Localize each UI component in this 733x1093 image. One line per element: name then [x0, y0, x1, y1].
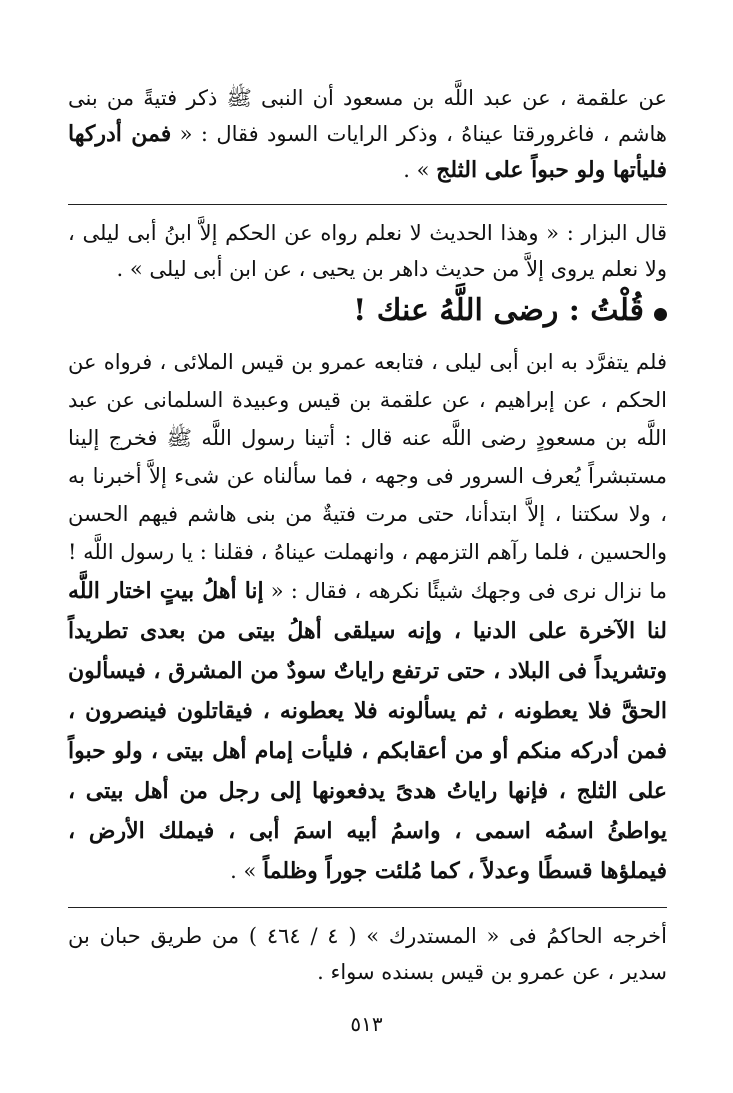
- bazzar-commentary: قال البزار : « وهذا الحديث لا نعلم رواه عن الحكم إلاَّ ابنُ أبى ليلى ، ولا نعلم يروى إلاَّ من حديث داهر بن يحيى ، عن ابن أبى ليلى » .: [68, 221, 667, 281]
- narration-paragraph: [68, 343, 667, 891]
- narration-closing: » .: [230, 859, 263, 883]
- hadith-quote: فمن أدركها فليأتها ولو حبواً على الثلج: [68, 121, 667, 183]
- section-heading: [68, 289, 667, 333]
- narration-intro-text: فلم يتفرَّد به ابن أبى ليلى ، فتابعه عمرو بن قيس الملائى ، فرواه عن الحكم ، عن إبراهيم ، عن علقمة بن قيس وعبيدة السلمانى عن عبد اللَّه بن مسعودٍ رضى اللَّه عنه قال : أتينا رسول اللَّه ﷺ فخرج إلينا مستبشراً يُعرف السرور فى وجهه ، فما سألناه عن شىء إلاَّ أخبرنا به ، ولا سكتنا ، إلاَّ ابتدأنا، حتى مرت فتيةٌ من بنى هاشم فيهم الحسن والحسين ، فلما رآهم التزمهم ، وانهملت عيناهُ ، فقلنا : يا رسول اللَّه ! ما نزال نرى فى وجهك شيئًا نكرهه ، فقال : «: [68, 350, 668, 603]
- bullet-icon: [654, 308, 667, 321]
- page-number: ٥١٣: [350, 1012, 383, 1036]
- quote-closing: » .: [403, 158, 437, 182]
- section-divider: [68, 204, 667, 205]
- heading-text: قُلْتُ : رضى اللَّهُ عنك !: [353, 293, 644, 328]
- hadith-paragraph: [68, 80, 667, 188]
- narration-quote: إنا أهلُ بيتٍ اختار اللَّه لنا الآخرة على الدنيا ، وإنه سيلقى أهلُ بيتى من بعدى تطريداً وتشريداً فى البلاد ، حتى ترتفع راياتٌ سودٌ من المشرق ، فيسألون الحقَّ فلا يعطونه ، ثم يسألونه فلا يعطونه ، فيقاتلون فينصرون ، فمن أدركه منكم أو من أعقابكم ، فليأت إمام أهل بيتى ، ولو حبواً على الثلج ، فإنها راياتُ هدىً يدفعونها إلى رجل من أهل بيتى ، يواطئُ اسمُه اسمى ، واسمُ أبيه اسمَ أبى ، فيملك الأرض ، فيملؤها قسطًا وعدلاً ، كما مُلئت جوراً وظلماً: [68, 578, 667, 884]
- takhrij-paragraph: أخرجه الحاكمُ فى « المستدرك » ( ٤ / ٤٦٤ ) من طريق حبان بن سدير ، عن عمرو بن قيس بسنده سواء .: [68, 924, 667, 984]
- section-divider: [68, 907, 667, 908]
- hadith-intro-text: عن علقمة ، عن عبد اللَّه بن مسعود أن النبى ﷺ ذكر فتيةً من بنى هاشم ، فاغرورقتا عيناهُ ، وذكر الرايات السود فقال : «: [68, 86, 667, 146]
